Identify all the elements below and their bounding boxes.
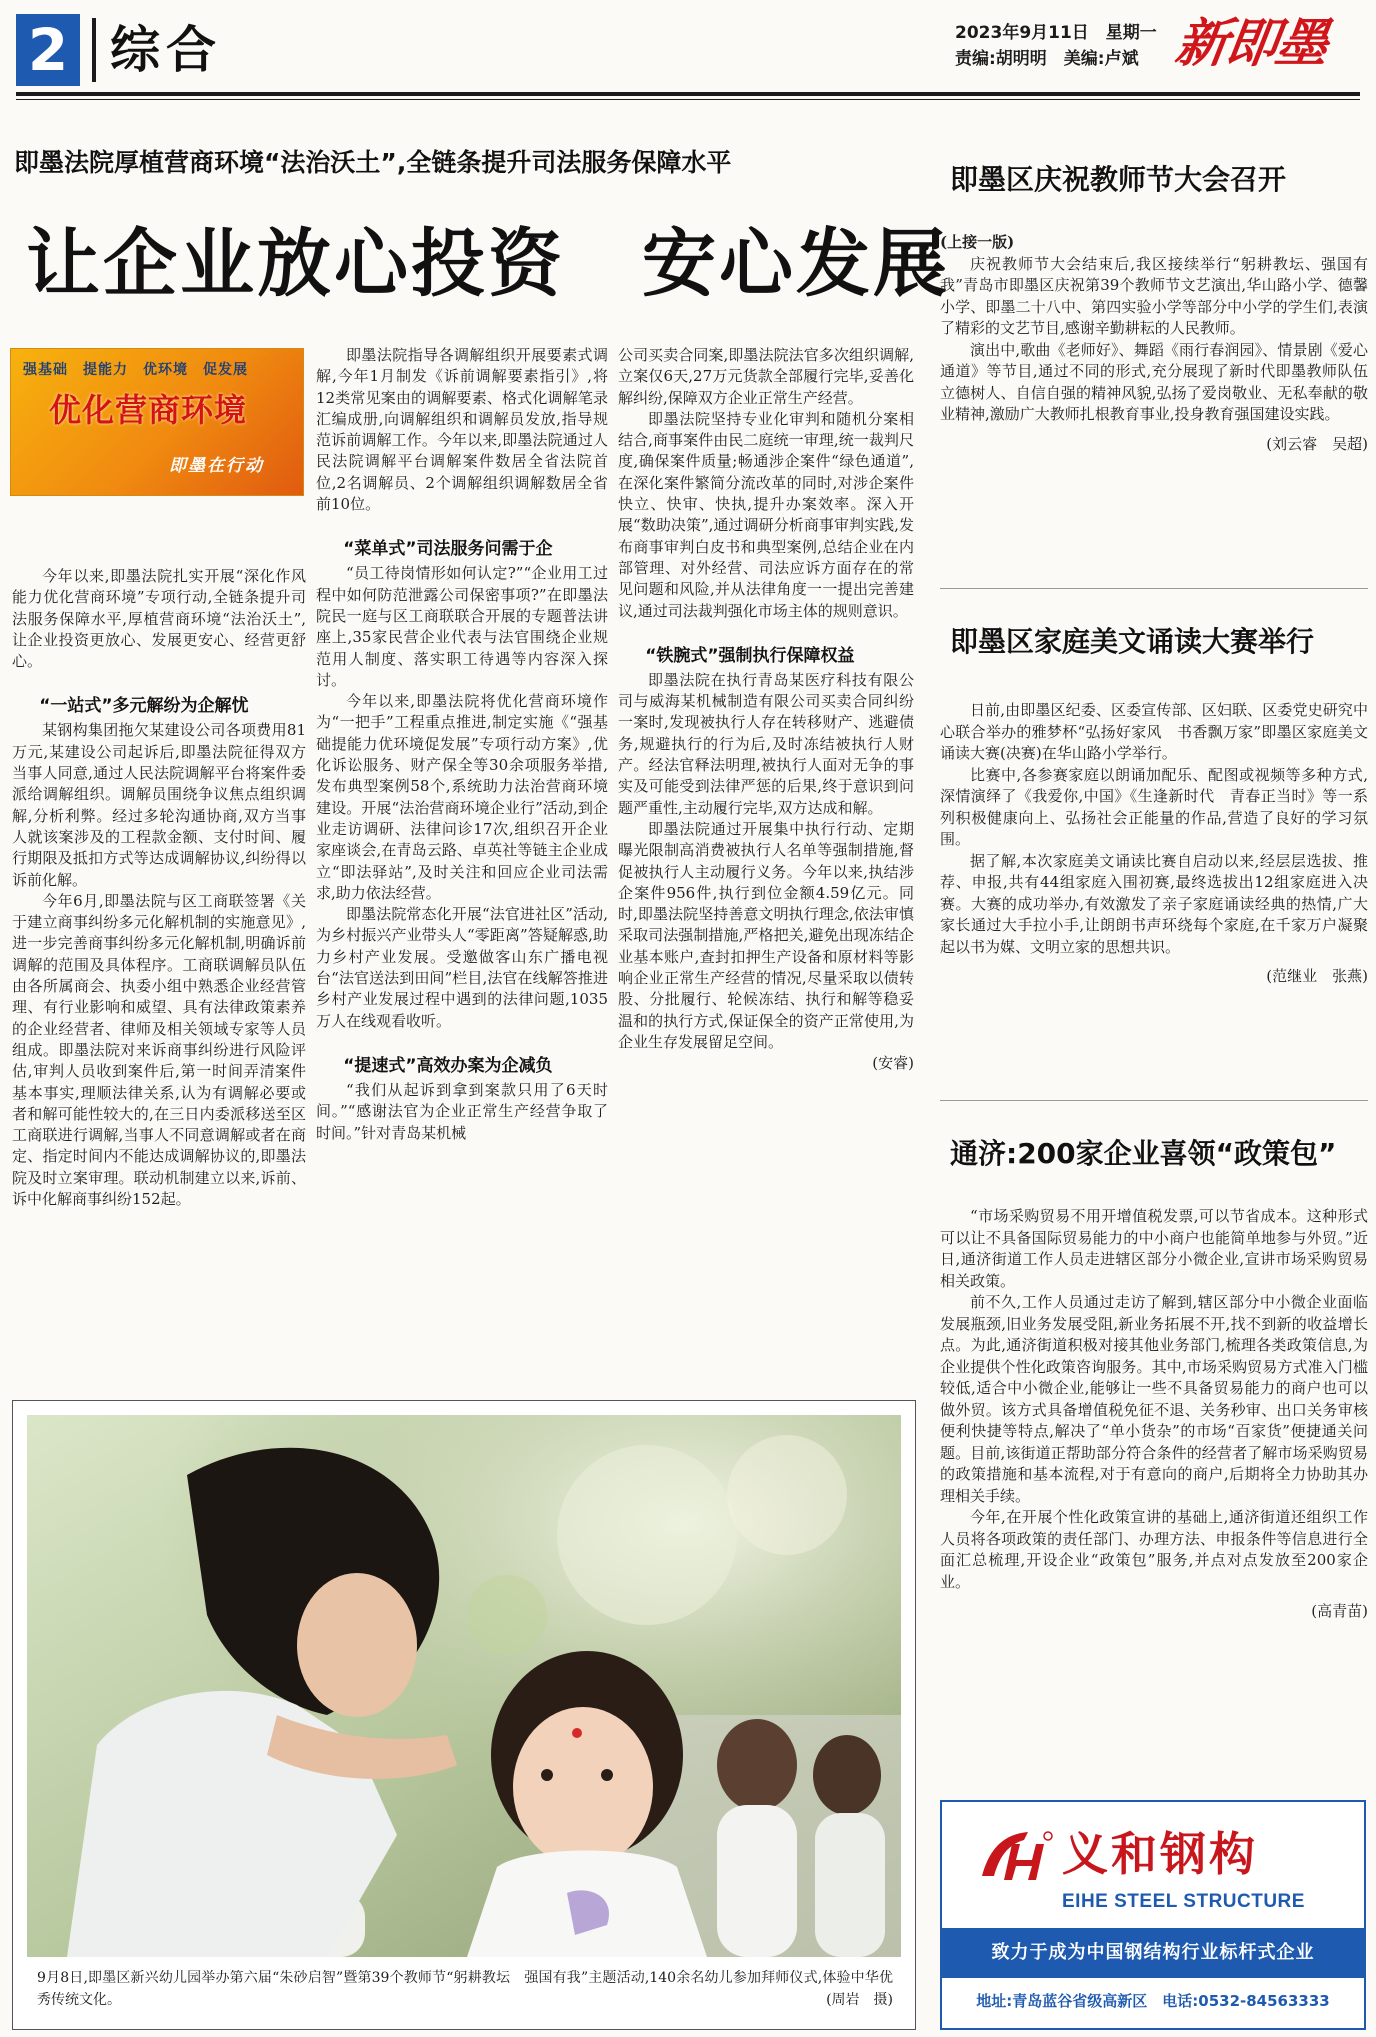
- company-contact: 地址:青岛蓝谷省级高新区 电话:0532-84563333: [976, 1992, 1330, 2010]
- paragraph: 公司买卖合同案,即墨法院法官多次组织调解,立案仅6天,27万元货款全部履行完毕,妥善化解纠纷,保障双方企业正常生产经营。: [618, 346, 914, 407]
- article-kicker: 即墨法院厚植营商环境“法治沃土”,全链条提升司法服务保障水平: [14, 148, 732, 177]
- paragraph: 某钢构集团拖欠某建设公司各项费用81万元,某建设公司起诉后,即墨法院征得双方当事人同意,通过人民法院调解平台将案件委派给调解组织。调解员围绕争议焦点组织调解,分析利弊。经过多轮沟通协商,双方当事人就该案涉及的工程款金额、支付时间、履行期限及抵扣方式等达成调解协议,纠纷得以诉前化解。: [12, 721, 306, 889]
- promo-slogan: 强基础 提能力 优环境 促发展: [23, 362, 248, 378]
- article-column-1: [12, 566, 306, 1210]
- page-header: [0, 0, 1376, 96]
- paragraph: 日前,由即墨区纪委、区委宣传部、区妇联、区委党史研究中心联合举办的雅梦杯“弘扬好家风 书香飘万家”即墨区家庭美文诵读大赛(决赛)在华山路小学举行。: [940, 701, 1368, 762]
- article-column-2: [316, 345, 608, 1144]
- news-photo: [27, 1415, 901, 1957]
- paragraph: 前不久,工作人员通过走访了解到,辖区部分中小微企业面临发展瓶颈,旧业务发展受阻,新业务拓展不开,找不到新的收益增长点。为此,通济街道积极对接其他业务部门,梳理各类政策信息,为企业提供个性化政策咨询服务。其中,市场采购贸易方式准入门槛较低,适合中小微企业,能够让一些不具备贸易能力的商户也可以做外贸。该方式具备增值税免征不退、关务秒审、出口关务审核便利快捷等特点,解决了“单小货杂”的市场“百家货”便捷通关问题。目前,该街道正帮助部分符合条件的经营者了解市场采购贸易的政策措施和基本流程,对于有意向的商户,后期将全力协助其办理相关手续。: [940, 1293, 1368, 1505]
- right-article-title-2: 即墨区家庭美文诵读大赛举行: [950, 625, 1315, 658]
- right-article-body-3: [940, 1206, 1368, 1623]
- paragraph: 庆祝教师节大会结束后,我区接续举行“躬耕教坛、强国有我”青岛市即墨区庆祝第39个教师节文艺演出,华山路小学、德馨小学、即墨二十八中、第四实验小学等部分中小学的学生们,表演了精彩的文艺节目,感谢辛勤耕耘的人民教师。: [940, 254, 1368, 337]
- paragraph: 即墨法院通过开展集中执行行动、定期曝光限制高消费被执行人名单等强制措施,督促被执行人主动履行义务。今年以来,执结涉企案件956件,执行到位金额4.59亿元。同时,即墨法院坚持善意文明执行理念,依法审慎采取司法强制措施,严格把关,避免出现冻结企业基本账户,查封扣押生产设备和原材料等影响企业正常生产经营的情况,尽量采取以债转股、分批履行、轮候冻结、执行和解等稳妥温和的执行方式,保证保全的资产正常使用,为企业生存发展留足空间。: [618, 819, 914, 1051]
- paragraph: 即墨法院指导各调解组织开展要素式调解,今年1月制发《诉前调解要素指引》,将12类常见案由的调解要素、格式化调解笔录汇编成册,向调解组织和调解员发放,指导规范诉前调解工作。今年以来,即墨法院通过人民法院调解平台调解案件数居全省法院首位,2名调解员、2个调解组织调解数居全省前10位。: [316, 346, 608, 514]
- photo-caption: [37, 1967, 893, 2011]
- photo-feature: [12, 1400, 916, 2030]
- paragraph: 今年6月,即墨法院与区工商联签署《关于建立商事纠纷多元化解机制的实施意见》,进一步完善商事纠纷多元化解机制,明确诉前调解的范围及具体程序。工商联调解员队伍由各所属商会、执委小组中熟悉企业经营管理、有行业影响和威望、具有法律政策素养的企业经营者、律师及相关领域专家等人员组成。即墨法院对来诉商事纠纷进行风险评估,审判人员收到案件后,第一时间弄清案件基本事实,理顺法律关系,认为有调解必要或者和解可能性较大的,在三日内委派移送至区工商联进行调解,当事人不同意调解或者在商定、指定时间内不能达成调解协议的,即墨法院及时立案审理。联动机制建立以来,诉前、诉中化解商事纠纷152起。: [12, 891, 306, 1209]
- article-separator: [940, 1100, 1368, 1101]
- paragraph: “市场采购贸易不用开增值税发票,可以节省成本。这种形式可以让不具备国际贸易能力的中小商户也能简单地参与外贸。”近日,通济街道工作人员走进辖区部分小微企业,宣讲市场采购贸易相关政策。: [940, 1207, 1368, 1290]
- paragraph: 比赛中,各参赛家庭以朗诵加配乐、配图或视频等多种方式,深情演绎了《我爱你,中国》《生逢新时代 青春正当时》等一系列积极健康向上、弘扬社会正能量的作品,营造了良好的学习氛围。: [940, 765, 1368, 848]
- byline: (高青苗): [1311, 1602, 1368, 1620]
- article-column-3: [618, 345, 914, 1075]
- header-rule: [16, 92, 1360, 96]
- paragraph: 即墨法院坚持专业化审判和随机分案相结合,商事案件由民二庭统一审理,统一裁判尺度,确保案件质量;畅通涉企案件“绿色通道”,在深化案件繁简分流改革的同时,对涉企案件快立、快审、快执,提升办案效率。深入开展“数助决策”,通过调研分析商事审判实践,发布商事审判白皮书和典型案例,总结企业在内部管理、对外经营、司法应诉方面存在的常见问题和风险,并从法律角度一一提出完善建议,通过司法裁判强化市场主体的规则意识。: [618, 409, 914, 620]
- byline: (范继业 张燕): [1266, 967, 1368, 985]
- subheading: “菜单式”司法服务问需于企: [343, 539, 553, 560]
- subheading: “提速式”高效办案为企减负: [343, 1055, 553, 1076]
- page-number: 2: [16, 14, 80, 86]
- company-slogan: 致力于成为中国钢结构行业标杆式企业: [942, 1928, 1364, 1978]
- header-rule-thin: [16, 99, 1360, 100]
- byline: (安睿): [872, 1054, 914, 1073]
- right-article-body-1: [940, 232, 1368, 455]
- paragraph: 今年以来,即墨法院将优化营商环境作为“一把手”工程重点推进,制定实施《“强基础提能力优环境促发展”专项行动方案》,优化诉讼服务、财产保全等30余项服务举措,发布典型案例58个,系统助力法治营商环境建设。开展“法治营商环境企业行”活动,到企业走访调研、法律问诊17次,组织召开企业家座谈会,在青岛云路、卓英社等链主企业成立“即法驿站”,及时关注和回应企业司法需求,助力依法经营。: [316, 692, 608, 902]
- paragraph: 演出中,歌曲《老师好》、舞蹈《雨行春润园》、情景剧《爱心通道》等节目,通过不同的形式,充分展现了新时代即墨教师队伍立德树人、自信自强的精神风貌,弘扬了爱岗敬业、无私奉献的敬业精神,激励广大教师扎根教育事业,投身教育强国建设实践。: [940, 340, 1368, 423]
- article-separator: [940, 588, 1368, 589]
- paragraph: “员工待岗情形如何认定?”“企业用工过程中如何防范泄露公司保密事项?”在即墨法院民一庭与区工商联联合开展的专题普法讲座上,35家民营企业代表与法官围绕企业规范用人制度、落实职工待遇等内容深入探讨。: [316, 564, 608, 689]
- paragraph: 即墨法院常态化开展“法官进社区”活动,为乡村振兴产业带头人“零距离”答疑解惑,助力乡村产业发展。受邀做客山东广播电视台“法官送法到田间”栏目,法官在线解答推进乡村产业发展过程中遇到的法律问题,1035万人在线观看收听。: [316, 905, 608, 1030]
- company-logo-icon: [976, 1826, 1056, 1886]
- subheading: “铁腕式”强制执行保障权益: [645, 645, 855, 666]
- paragraph: 据了解,本次家庭美文诵读比赛自启动以来,经层层选拔、推荐、申报,共有44组家庭入围初赛,最终选拔出12组家庭进入决赛。大赛的成功举办,有效激发了亲子家庭诵读经典的热情,广大家长通过大手拉小手,让朗朗书声环绕每个家庭,在千家万户凝聚起以书为媒、文明立家的思想共识。: [940, 851, 1368, 956]
- advertisement: [940, 1800, 1366, 2030]
- photo-credit: (周岩 摄): [826, 1992, 893, 2008]
- paragraph: 即墨法院在执行青岛某医疗科技有限公司与威海某机械制造有限公司买卖合同纠纷一案时,发现被执行人存在转移财产、逃避债务,规避执行的行为后,及时冻结被执行人财产。经法官释法明理,被执行人面对无争的事实及可能受到法律严惩的后果,终于意识到问题严重性,主动履行完毕,双方达成和解。: [618, 670, 914, 817]
- subheading: “一站式”多元解纷为企解忧: [39, 696, 249, 717]
- right-article-title-3: 通济:200家企业喜领“政策包”: [950, 1137, 1337, 1170]
- right-article-title-1: 即墨区庆祝教师节大会召开: [950, 163, 1287, 196]
- right-article-body-2: [940, 700, 1368, 988]
- issue-date: 2023年9月11日 星期一: [955, 23, 1157, 43]
- caption-text: 9月8日,即墨区新兴幼儿园举办第六届“朱砂启智”暨第39个教师节“躬耕教坛 强国有我”主题活动,140余名幼儿参加拜师仪式,体验中华优秀传统文化。: [37, 1970, 893, 2008]
- continuation-note: (上接一版): [940, 233, 1015, 251]
- company-name: 义和钢构: [1062, 1827, 1258, 1881]
- promo-signature: 即墨在行动: [169, 456, 264, 476]
- paragraph: 今年,在开展个性化政策宣讲的基础上,通济街道还组织工作人员将各项政策的责任部门、办理方法、申报条件等信息进行全面汇总梳理,开设企业“政策包”服务,并点对点发放至200家企业。: [940, 1508, 1368, 1591]
- promo-title: 优化营商环境: [49, 391, 248, 429]
- promo-banner: [10, 348, 304, 496]
- paragraph: 今年以来,即墨法院扎实开展“深化作风能力优化营商环境”专项行动,全链条提升司法服务保障水平,厚植营商环境“法治沃土”,让企业投资更放心、发展更安心、经营更舒心。: [12, 567, 306, 671]
- newspaper-masthead: 新即墨: [1171, 13, 1331, 74]
- editors-credit: 责编:胡明明 美编:卢斌: [955, 49, 1139, 69]
- header-divider: [92, 18, 96, 82]
- paragraph: “我们从起诉到拿到案款只用了6天时间。”“感谢法官为企业正常生产经营争取了时间。”针对青岛某机械: [316, 1080, 608, 1142]
- company-english-name: EIHE STEEL STRUCTURE: [1062, 1891, 1305, 1912]
- section-name: 综合: [110, 21, 222, 79]
- byline: (刘云睿 吴超): [1266, 434, 1368, 453]
- article-headline: 让企业放心投资 安心发展: [26, 221, 950, 307]
